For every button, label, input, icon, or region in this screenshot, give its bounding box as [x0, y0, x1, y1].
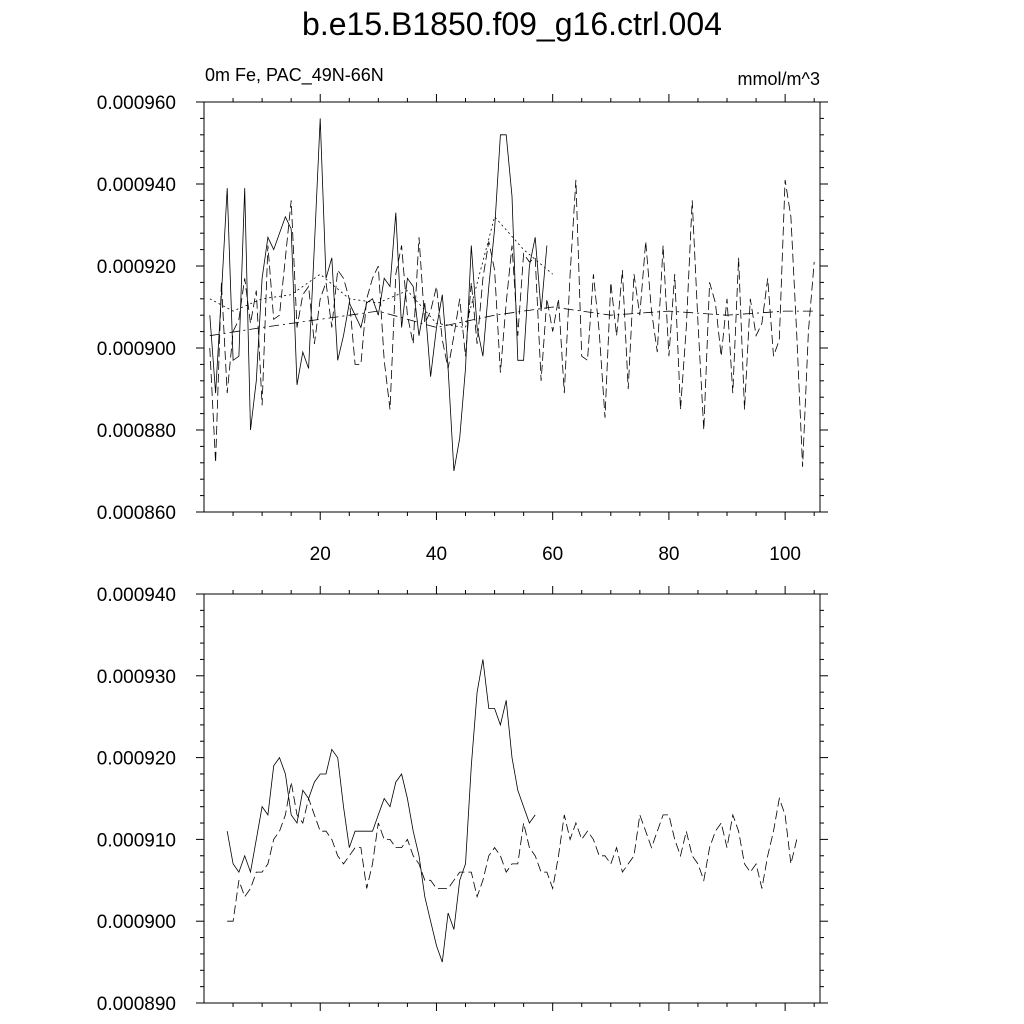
plot-frame: [204, 594, 820, 1003]
y-tick-label: 0.000920: [96, 748, 176, 770]
series-line-dashed: [227, 782, 797, 921]
top-panel: [97, 93, 828, 565]
x-tick-label: 20: [309, 544, 331, 565]
x-tick-label: 40: [425, 544, 448, 565]
chart-title: b.e15.B1850.f09_g16.ctrl.004: [302, 6, 722, 42]
series-line-dashed: [210, 180, 814, 467]
y-tick-label: 0.000940: [96, 585, 176, 606]
y-tick-label: 0.000860: [96, 503, 176, 524]
bottom-panel: [97, 585, 828, 1015]
plot-frame: [204, 102, 820, 512]
y-tick-label: 0.000960: [96, 93, 176, 114]
y-tick-label: 0.000940: [96, 175, 176, 196]
y-tick-label: 0.000890: [96, 994, 176, 1015]
x-tick-label: 100: [769, 544, 801, 565]
y-tick-label: 0.000930: [96, 666, 176, 688]
y-tick-label: 0.000910: [96, 830, 176, 852]
x-tick-label: 60: [542, 544, 564, 565]
y-tick-label: 0.000900: [96, 339, 176, 360]
panel-label-right: mmol/m^3: [737, 69, 820, 89]
x-tick-label: 80: [658, 544, 680, 565]
y-tick-label: 0.000880: [96, 421, 176, 442]
panel-label-left: 0m Fe, PAC_49N-66N: [205, 65, 384, 85]
y-tick-label: 0.000900: [96, 912, 176, 934]
series-line-solid: [227, 659, 535, 962]
series-line-dash-dot: [210, 307, 814, 336]
y-tick-label: 0.000920: [96, 257, 176, 278]
